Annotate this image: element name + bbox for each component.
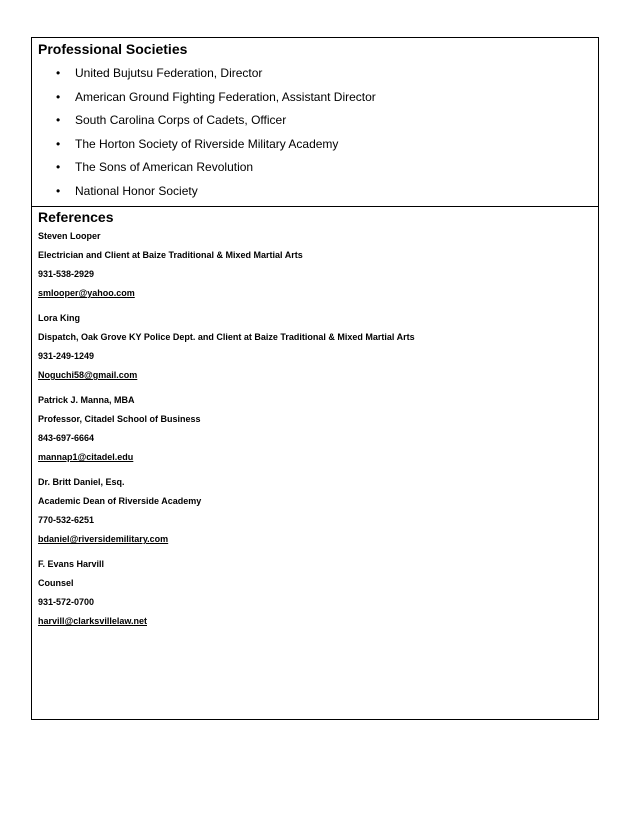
resume-page <box>31 37 599 720</box>
society-label: The Sons of American Revolution <box>75 160 254 174</box>
bullet-icon: • <box>56 183 61 198</box>
list-item <box>38 90 592 105</box>
society-label: National Honor Society <box>75 183 198 198</box>
reference-phone: 770-532-6251 <box>38 515 95 525</box>
reference-entry <box>38 231 592 299</box>
list-item <box>38 66 592 81</box>
society-label: American Ground Fighting Federation, Assistant Director <box>75 89 376 104</box>
list-item <box>38 160 592 175</box>
society-label: South Carolina Corps of Cadets, Officer <box>75 113 287 127</box>
bullet-icon: • <box>56 160 61 174</box>
reference-title: Professor, Citadel School of Business <box>38 414 201 424</box>
bullet-icon: • <box>56 136 61 151</box>
reference-phone: 931-538-2929 <box>38 269 95 279</box>
reference-name: Patrick J. Manna, MBA <box>38 395 135 405</box>
section-heading-references: References <box>38 209 114 225</box>
reference-entry <box>38 313 592 381</box>
reference-email-link[interactable]: bdaniel@riversidemilitary.com <box>38 534 169 544</box>
reference-email-link[interactable]: smlooper@yahoo.com <box>38 288 135 298</box>
reference-name: Dr. Britt Daniel, Esq. <box>38 477 125 487</box>
list-item <box>38 137 592 152</box>
reference-email-link[interactable]: mannap1@citadel.edu <box>38 452 134 462</box>
reference-entry <box>38 559 592 627</box>
reference-email-link[interactable]: Noguchi58@gmail.com <box>38 370 138 380</box>
society-label: The Horton Society of Riverside Military Academy <box>75 136 339 151</box>
reference-name: Steven Looper <box>38 231 101 241</box>
reference-phone: 843-697-6664 <box>38 433 95 443</box>
reference-phone: 931-249-1249 <box>38 351 95 361</box>
reference-name: Lora King <box>38 313 80 323</box>
bullet-icon: • <box>56 89 61 104</box>
section-heading-societies: Professional Societies <box>38 41 188 57</box>
reference-title: Dispatch, Oak Grove KY Police Dept. and Client at Baize Traditional & Mixed Martial Arts <box>38 332 415 342</box>
professional-societies-section <box>32 38 598 207</box>
bullet-icon: • <box>56 66 61 80</box>
reference-name: F. Evans Harvill <box>38 559 105 569</box>
list-item <box>38 184 592 199</box>
references-section <box>32 207 598 719</box>
reference-title: Electrician and Client at Baize Traditional & Mixed Martial Arts <box>38 250 303 260</box>
reference-phone: 931-572-0700 <box>38 597 95 607</box>
society-list <box>38 66 592 199</box>
reference-email-link[interactable]: harvill@clarksvillelaw.net <box>38 616 147 626</box>
society-label: United Bujutsu Federation, Director <box>75 66 263 80</box>
reference-title: Counsel <box>38 578 74 588</box>
reference-title: Academic Dean of Riverside Academy <box>38 496 202 506</box>
reference-entry <box>38 477 592 545</box>
list-item <box>38 113 592 128</box>
bullet-icon: • <box>56 113 61 127</box>
reference-entry <box>38 395 592 463</box>
